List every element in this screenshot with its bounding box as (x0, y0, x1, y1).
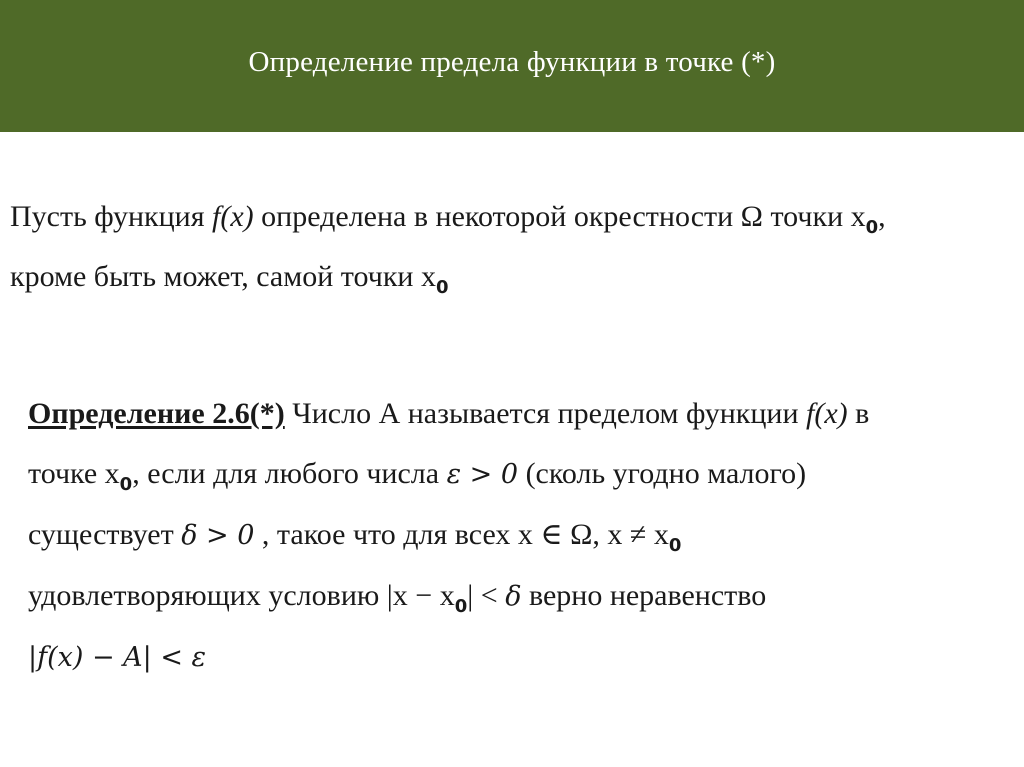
subscript: 0 (668, 535, 682, 556)
definition-line-2 (28, 444, 1008, 505)
function-notation: f(x) (212, 200, 254, 233)
definition-text: существует (28, 518, 182, 551)
subscript: 0 (119, 474, 133, 495)
subscript: 0 (865, 217, 879, 238)
math-expression: |f(x) − A| < ε (28, 642, 207, 673)
definition-line-5 (28, 627, 1008, 688)
intro-paragraph (10, 187, 1014, 307)
intro-text: Пусть функция (10, 200, 213, 233)
intro-text: определена в некоторой окрестности Ω точки x (253, 200, 866, 233)
definition-text: в (847, 397, 870, 430)
intro-text: кроме быть может, самой точки x (10, 260, 436, 293)
intro-line-2 (10, 247, 1014, 307)
definition-text: , если для любого числа (132, 457, 447, 490)
definition-text: точке x (28, 457, 120, 490)
math-expression: ε > 0 (446, 459, 519, 490)
definition-line-4 (28, 566, 1008, 627)
definition-paragraph (28, 384, 1008, 688)
definition-text: , такое что для всех x ∈ Ω, x ≠ x (254, 518, 669, 551)
definition-text: (сколь угодно малого) (518, 457, 807, 490)
intro-line-1 (10, 187, 1014, 247)
definition-text: удовлетворяющих условию |x − x (28, 579, 455, 612)
definition-text: | < (467, 579, 506, 612)
subscript: 0 (454, 596, 468, 617)
intro-text: , (878, 200, 886, 233)
definition-line-1 (28, 384, 1008, 444)
definition-text: Число А называется пределом функции (284, 397, 807, 430)
subscript: 0 (435, 277, 449, 298)
title-bar (0, 0, 1024, 132)
definition-text: верно неравенство (521, 579, 767, 612)
function-notation: f(x) (806, 397, 848, 430)
page-title: Определение предела функции в точке (*) (248, 45, 776, 78)
definition-line-3 (28, 505, 1008, 566)
math-expression: δ > 0 (181, 520, 255, 551)
definition-label: Определение 2.6(*) (28, 397, 285, 430)
math-expression: δ (505, 581, 522, 612)
